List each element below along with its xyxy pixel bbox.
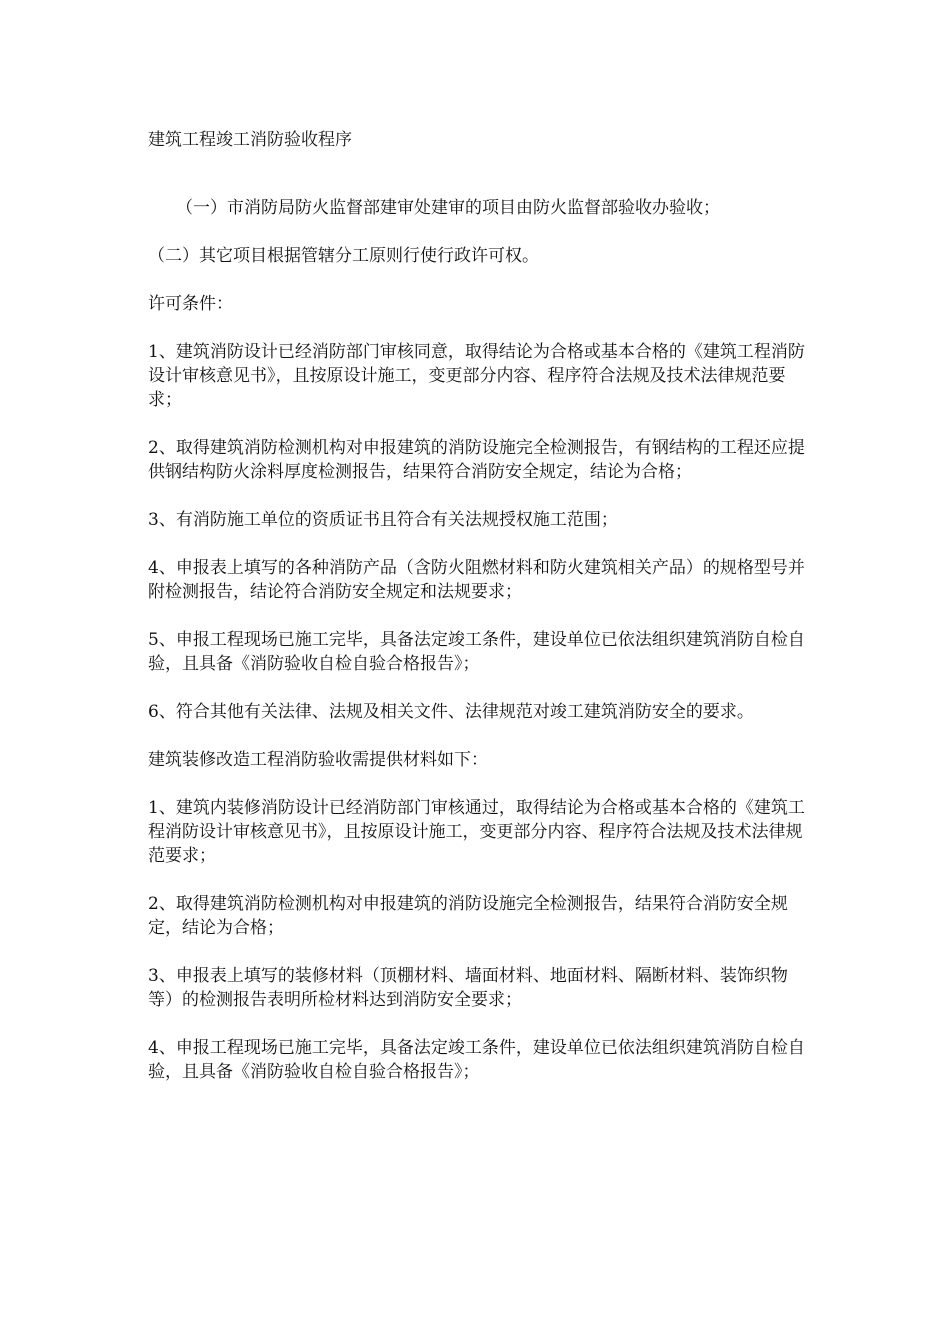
condition-item-5: 5、申报工程现场已施工完毕，具备法定竣工条件，建设单位已依法组织建筑消防自检自验，且具备《消防验收自检自验合格报告》； xyxy=(148,630,805,674)
document-title: 建筑工程竣工消防验收程序 xyxy=(148,130,352,150)
conditions-heading: 许可条件： xyxy=(148,294,233,314)
material-item-2: 2、取得建筑消防检测机构对申报建筑的消防设施完全检测报告，结果符合消防安全规定，结论为合格； xyxy=(148,894,788,938)
material-item-1: 1、建筑内装修消防设计已经消防部门审核通过，取得结论为合格或基本合格的《建筑工程消防设计审核意见书》，且按原设计施工，变更部分内容、程序符合法规及技术法律规范要求； xyxy=(148,798,805,866)
material-item-4: 4、申报工程现场已施工完毕，具备法定竣工条件，建设单位已依法组织建筑消防自检自验，且具备《消防验收自检自验合格报告》； xyxy=(148,1038,805,1082)
condition-item-3: 3、有消防施工单位的资质证书且符合有关法规授权施工范围； xyxy=(148,510,618,530)
intro-item-2: （二）其它项目根据管辖分工原则行使行政许可权。 xyxy=(148,246,539,266)
condition-item-4: 4、申报表上填写的各种消防产品（含防火阻燃材料和防火建筑相关产品）的规格型号并附检测报告，结论符合消防安全规定和法规要求； xyxy=(148,558,805,602)
materials-heading: 建筑装修改造工程消防验收需提供材料如下： xyxy=(148,750,488,770)
condition-item-6: 6、符合其他有关法律、法规及相关文件、法律规范对竣工建筑消防安全的要求。 xyxy=(148,702,754,722)
condition-item-2: 2、取得建筑消防检测机构对申报建筑的消防设施完全检测报告，有钢结构的工程还应提供钢结构防火涂料厚度检测报告，结果符合消防安全规定，结论为合格； xyxy=(148,438,805,482)
material-item-3: 3、申报表上填写的装修材料（顶棚材料、墙面材料、地面材料、隔断材料、装饰织物等）的检测报告表明所检材料达到消防安全要求； xyxy=(148,966,788,1010)
intro-item-1: （一）市消防局防火监督部建审处建审的项目由防火监督部验收办验收； xyxy=(176,198,720,218)
condition-item-1: 1、建筑消防设计已经消防部门审核同意，取得结论为合格或基本合格的《建筑工程消防设计审核意见书》，且按原设计施工，变更部分内容、程序符合法规及技术法律规范要求； xyxy=(148,342,805,410)
document-page xyxy=(148,128,808,1108)
